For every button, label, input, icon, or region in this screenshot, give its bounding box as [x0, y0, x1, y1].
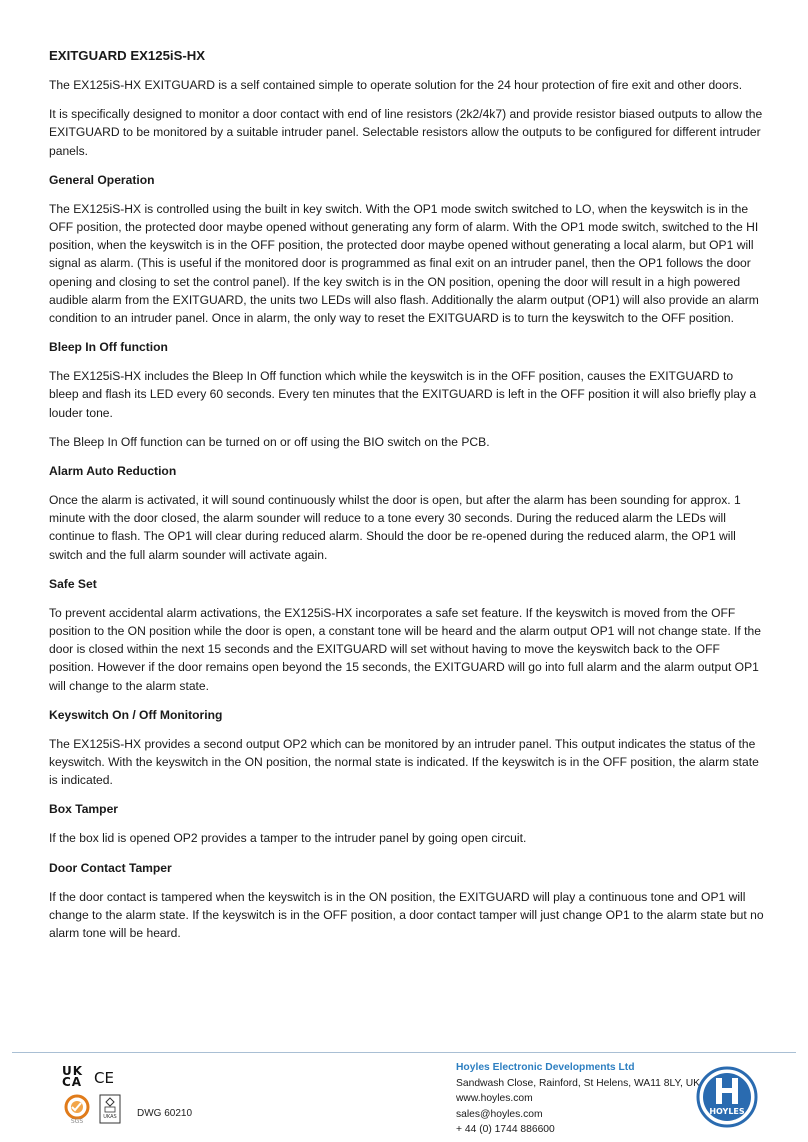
intro-paragraph: The EX125iS-HX EXITGUARD is a self contained simple to operate solution for the 24 hour protection of fire exit and other doors. — [49, 78, 743, 92]
document-title: EXITGUARD EX125iS-HX — [49, 48, 206, 63]
section-heading-box-tamper: Box Tamper — [49, 802, 118, 817]
section-paragraph: If the box lid is opened OP2 provides a tamper to the intruder panel by going open circuit. — [49, 831, 527, 846]
company-address: Sandwash Close, Rainford, St Helens, WA11 8LY, UK — [456, 1077, 701, 1089]
company-website: www.hoyles.com — [456, 1093, 533, 1105]
footer-divider — [12, 1052, 796, 1053]
company-contact — [456, 1060, 700, 1138]
section-paragraph: To prevent accidental alarm activations, the EX125iS-HX incorporates a safe set feature. If the keyswitch is moved from the OFF position to the ON position while the door is open, a constant tone will be heard and the alarm output OP1 will not change state. If the door is closed within the next 15 seconds and the EXITGUARD will set without having to move the keyswitch back to the OFF position. However if the door remains open beyond the 15 seconds, the EXITGUARD will go into full alarm and the alarm output OP1 will change to the alarm state. — [49, 605, 761, 693]
section-paragraph: The EX125iS-HX provides a second output OP2 which can be monitored by an intruder panel. This output indicates the status of the keyswitch. With the keyswitch in the ON position, the normal state is indicated. If the keyswitch is in the OFF position, the alarm state is indicated. — [49, 736, 759, 788]
svg-text:SGS: SGS — [70, 1118, 84, 1124]
company-phone: + 44 (0) 1744 886600 — [456, 1124, 555, 1136]
section-paragraph: The EX125iS-HX is controlled using the built in key switch. With the OP1 mode switch switched to LO, when the keyswitch is in the OFF position, the protected door maybe opened without generating any form of alarm. With the OP1 mode switch, switched to the HI position, when the keyswitch is in the OFF position, the protected door maybe opened without generating a local alarm, but OP1 will signal as alarm. (This is useful if the monitored door is programmed as final exit on an intruder panel, then the OP1 follows the door opening and closing to set the control panel). If the key switch is in the ON position, opening the door will result in a high powered audible alarm from the EXITGUARD, the units two LEDs will also flash. Additionally the alarm output (OP1) will also provide an alarm condition to an intruder panel. Once in alarm, the only way to reset the EXITGUARD is to turn the keyswitch to the OFF position. — [49, 201, 759, 326]
section-heading-bleep-in-off: Bleep In Off function — [49, 340, 168, 355]
svg-text:UKAS: UKAS — [103, 1114, 117, 1120]
section-paragraph: The Bleep In Off function can be turned on or off using the BIO switch on the PCB. — [49, 434, 490, 449]
hoyles-logo-icon — [696, 1066, 758, 1128]
section-heading-general-operation: General Operation — [49, 172, 155, 187]
svg-text:HOYLES: HOYLES — [709, 1107, 745, 1116]
ukca-mark: UK CA — [62, 1064, 84, 1089]
ce-mark: CE — [94, 1069, 114, 1087]
section-heading-keyswitch-monitoring: Keyswitch On / Off Monitoring — [49, 707, 223, 722]
section-heading-safe-set: Safe Set — [49, 576, 97, 591]
section-paragraph: Once the alarm is activated, it will sound continuously whilst the door is open, but after the alarm has been sounding for approx. 1 minute with the door closed, the alarm sounder will reduce to a tone every 30 seconds. During the reduced alarm the LEDs will continue to flash. The OP1 will clear during reduced alarm. Should the door be re-opened during the reduced alarm, the OP1 will switch and the full alarm sounder will activate again. — [49, 493, 741, 562]
section-paragraph: The EX125iS-HX includes the Bleep In Off function which while the keyswitch is in the OFF position, causes the EXITGUARD to bleep and flash its LED every 60 seconds. Every ten minutes that the EXITGUARD is left in the OFF position it will also briefly play a louder tone. — [49, 369, 757, 420]
section-heading-door-contact-tamper: Door Contact Tamper — [49, 860, 172, 875]
intro-paragraph: It is specifically designed to monitor a door contact with end of line resistors (2k2/4k7) and provide resistor biased outputs to allow the EXITGUARD to be monitored by a suitable intruder panel. Selectable resistors allow the outputs to be configured for different intruder panels. — [49, 107, 763, 158]
document-body — [49, 47, 765, 953]
company-email: sales@hoyles.com — [456, 1108, 543, 1120]
company-name: Hoyles Electronic Developments Ltd — [456, 1062, 635, 1073]
section-heading-alarm-auto-reduction: Alarm Auto Reduction — [49, 464, 177, 479]
ukas-certification-icon — [98, 1094, 122, 1124]
drawing-number: DWG 60210 — [137, 1108, 193, 1119]
section-paragraph: If the door contact is tampered when the keyswitch is in the ON position, the EXITGUARD will play a continuous tone and OP1 will change to the alarm state. If the keyswitch is in the OFF position, a door contact tamper will just change OP1 to the alarm state but no alarm tone will be heard. — [49, 889, 764, 941]
sgs-certification-icon — [62, 1094, 92, 1124]
